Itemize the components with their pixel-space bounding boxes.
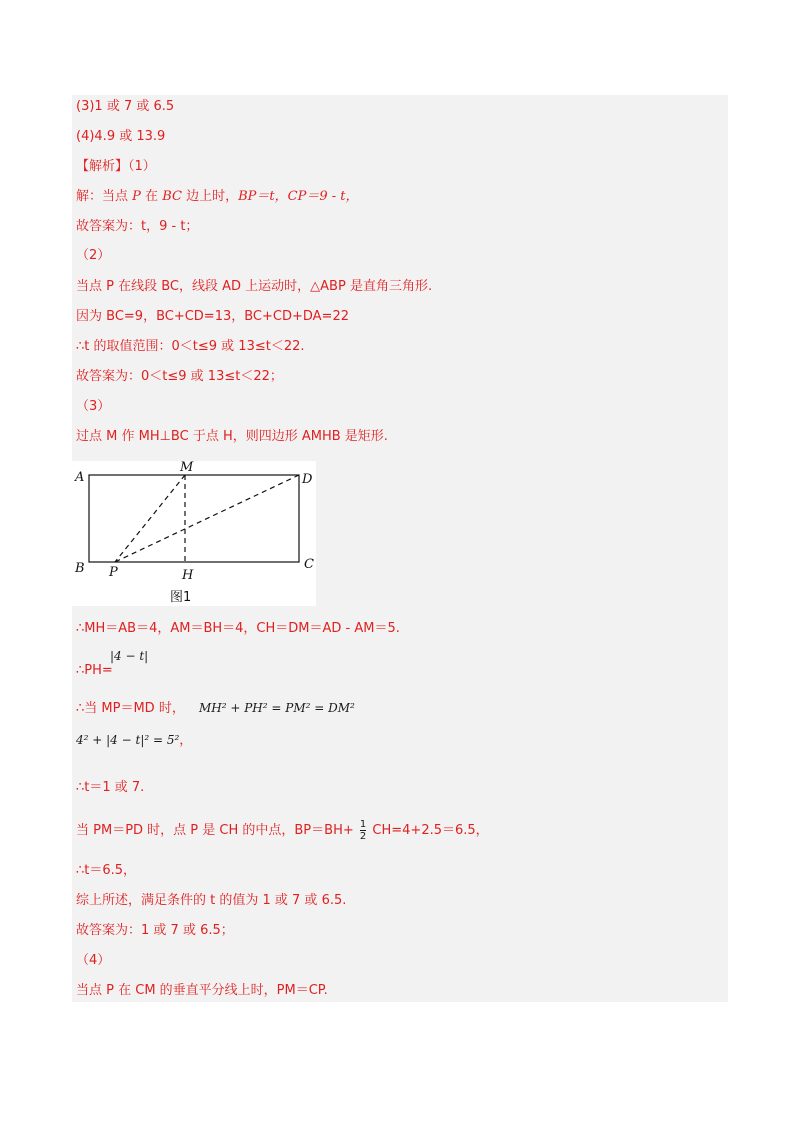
label-h: H	[182, 568, 194, 583]
segment-dp	[115, 475, 299, 562]
case1-equation-2-comma: ，	[179, 733, 193, 748]
part1-text-a: 解：当点	[76, 189, 129, 204]
part4-heading: （4）	[76, 953, 111, 968]
label-a: A	[75, 470, 85, 485]
label-c: C	[304, 557, 314, 572]
part2-answer: 故答案为：0＜t≤9 或 13≤t＜22；	[76, 369, 283, 384]
figure-caption: 图1	[170, 590, 192, 605]
part3-summary: 综上所述，满足条件的 t 的值为 1 或 7 或 6.5.	[76, 893, 347, 908]
fraction-denominator: 2	[359, 831, 367, 842]
fraction-numerator: 1	[359, 819, 367, 830]
label-b: B	[75, 561, 85, 576]
case1-text: ∴当 MP＝MD 时，	[76, 701, 185, 716]
part3-heading: （3）	[76, 399, 111, 414]
segment-mp	[115, 475, 185, 562]
answer-part-4: (4)4.9 或 13.9	[76, 129, 166, 144]
part1-text-b: 在	[145, 189, 159, 204]
part3-case1-line	[76, 699, 355, 718]
part1-cp: CP＝9 - t，	[287, 189, 359, 204]
answer-part-3: (3)1 或 7 或 6.5	[76, 99, 175, 114]
ph-abs-expression: |4 − t|	[110, 649, 149, 663]
part2-line1: 当点 P 在线段 BC，线段 AD 上运动时，△ABP 是直角三角形.	[76, 279, 433, 294]
figure-svg	[72, 461, 316, 606]
label-m: M	[180, 461, 194, 475]
case2-tail: CH=4+2.5＝6.5，	[372, 823, 489, 838]
part3-case1-eq2-line	[76, 731, 192, 750]
part1-text-c: 边上时，	[186, 189, 239, 204]
solution-panel	[72, 95, 728, 1002]
part1-line: 解：当点 P 在 BC 边上时，BP＝t，CP＝9 - t，	[76, 189, 359, 204]
part3-case2-result: ∴t＝6.5，	[76, 863, 137, 878]
part4-line1: 当点 P 在 CM 的垂直平分线上时，PM＝CP.	[76, 983, 328, 998]
part3-line1: 过点 M 作 MH⊥BC 于点 H，则四边形 AMHB 是矩形.	[76, 429, 388, 444]
part3-answer: 故答案为：1 或 7 或 6.5；	[76, 923, 234, 938]
label-d: D	[302, 472, 313, 487]
rectangle-abcd	[89, 475, 299, 562]
label-p: P	[109, 565, 118, 580]
case1-equation-2: 4² + |4 − t|² = 5²	[76, 733, 180, 747]
case2-text: 当 PM＝PD 时，点 P 是 CH 的中点，BP＝BH+	[76, 823, 354, 838]
part2-line2: 因为 BC=9，BC+CD=13，BC+CD+DA=22	[76, 309, 349, 324]
part1-bp: BP＝t，	[238, 189, 288, 204]
ph-prefix: ∴PH=	[76, 663, 113, 678]
part3-case2-line	[76, 819, 489, 842]
part2-heading: （2）	[76, 248, 111, 263]
part3-line2: ∴MH＝AB＝4，AM＝BH＝4，CH＝DM＝AD - AM＝5.	[76, 621, 400, 636]
case1-equation: MH² + PH² = PM² = DM²	[198, 701, 355, 715]
part1-answer: 故答案为：t，9 - t；	[76, 219, 199, 234]
part3-case1-result: ∴t＝1 或 7.	[76, 780, 145, 795]
analysis-heading: 【解析】（1）	[76, 159, 156, 174]
part2-line3: ∴t 的取值范围：0＜t≤9 或 13≤t＜22.	[76, 339, 305, 354]
fraction-one-half	[360, 819, 366, 842]
rectangle-figure	[72, 461, 316, 606]
